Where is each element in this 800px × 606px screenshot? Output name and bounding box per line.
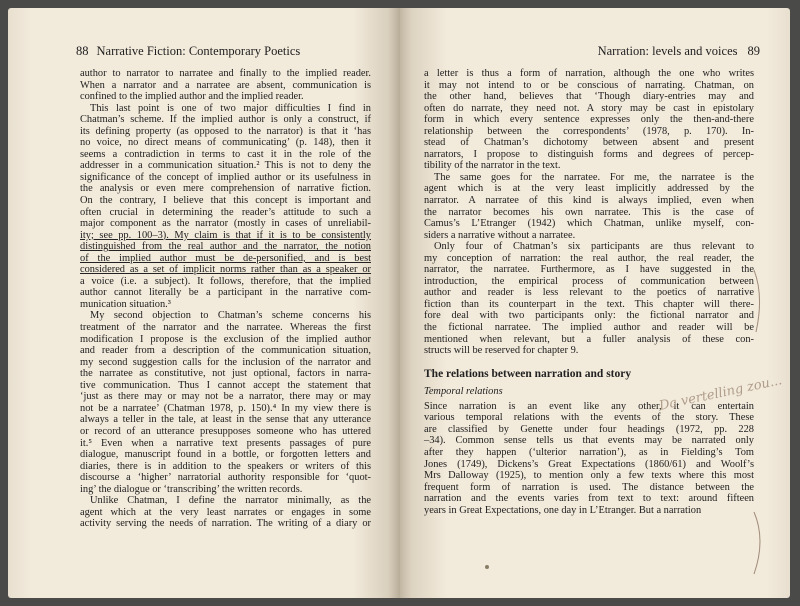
page-foxing-spot	[485, 565, 489, 569]
text-line: the narrator becomes his own narratee. This is the case of	[424, 206, 754, 218]
text-line: author and reader is less relevant to the poetics of narrative	[424, 287, 754, 299]
text-line: Camus’s L’Etranger (1942) which Chatman, unlike myself, con-	[424, 218, 754, 230]
margin-handwritten-note: Da vertelling zou...	[657, 373, 784, 414]
text-line: ity; see pp. 100–3). My claim is that if it is to be consistently	[80, 229, 371, 241]
text-line: it may not intend to or be conscious of narrating. Chatman, on	[424, 79, 754, 91]
text-line: stead of Chatman’s dichotomy between absent and present	[424, 137, 754, 149]
text-line: My second objection to Chatman’s scheme concerns his	[90, 310, 371, 322]
text-line: introduction, the empirical process of communication between	[424, 275, 754, 287]
text-line: seems a contradiction in terms to cast it in the role of the	[80, 148, 371, 160]
right-running-head-title: Narration: levels and voices	[597, 44, 738, 58]
text-line: discourse a ‘higher’ narratorial authority responsible for ‘quot-	[80, 472, 371, 484]
text-line: my second suggestion calls for the inclusion of the narrator and	[80, 356, 371, 368]
text-line: agent which at the very least narrates or engages in some	[80, 506, 371, 518]
text-line: it.⁵ Even when a narrative text presents passages of pure	[80, 437, 371, 449]
text-line: the analysis or even mere comprehension of narrative fiction.	[80, 183, 371, 195]
text-line: the fictional narratee. The implied author and reader will be	[424, 322, 754, 334]
text-line: a voice (i.e. a subject). It follows, therefore, that the implied	[80, 275, 371, 287]
text-line: author cannot literally be a participant in the narrative com-	[80, 287, 371, 299]
text-line: structs will be reserved for chapter 9.	[424, 345, 579, 357]
right-body-after-heading	[424, 401, 754, 516]
text-line: considered as a set of implicit norms rather than as a speaker or	[80, 264, 371, 276]
left-page-body	[80, 68, 371, 530]
text-line: dialogue, manuscript found in a bottle, or forgotten letters and	[80, 449, 371, 461]
text-line: years in Great Expectations, one day in L’Etranger. But a narration	[424, 504, 702, 516]
text-line: no voice, no direct means of communicating’ (p. 148), then it	[80, 137, 371, 149]
left-page-number: 88	[76, 44, 89, 58]
text-line: Jones (1749), Dickens’s Great Expectations (1860/61) and Woolf’s	[424, 458, 754, 470]
text-line: addresser in a communication situation.² This is not to deny the	[80, 160, 371, 172]
text-line: siders a narrative without a narratee.	[424, 229, 576, 241]
section-heading: The relations between narration and story	[424, 367, 632, 380]
text-line: its defining property (as opposed to the narrator) is that it ‘has	[80, 125, 371, 137]
right-page-body	[424, 68, 754, 516]
text-line: are classified by Genette under four headings (1972, pp. 228	[424, 423, 754, 435]
text-line: or record of an utterance presupposes someone who has uttered	[80, 425, 371, 437]
text-line: –34). Common sense tells us that events may be narrated only	[424, 435, 754, 447]
right-running-head	[598, 44, 760, 59]
text-line: fiction than its counterpart in the text. This chapter will there-	[424, 298, 754, 310]
text-line: Since narration is an event like any other, it can entertain	[424, 400, 754, 412]
text-line: always a teller in the tale, at least in the sense that any utterance	[80, 414, 371, 426]
text-line: modification I propose is the exclusion of the implied author	[80, 333, 371, 345]
text-line: narrator. A narratee of this kind is always implied, even when	[424, 195, 754, 207]
left-running-head-title: Narrative Fiction: Contemporary Poetics	[96, 44, 301, 58]
text-line: Only four of Chatman’s six participants are thus relevant to	[434, 241, 754, 253]
margin-bracket-mark-2	[750, 510, 770, 580]
text-line: not be a narratee’ (Chatman 1978, p. 150).⁴ In my view there is	[80, 402, 371, 414]
margin-bracket-mark	[750, 266, 770, 336]
text-line: ing’ the dialogue or ‘transcribing’ the written records.	[80, 483, 303, 495]
text-line: the narratee as constitutive, not just optional, factors in narra-	[80, 368, 371, 380]
text-line: major component as the narrator (mostly in cases of unreliabil-	[80, 218, 371, 230]
text-line: When a narrator and a narratee are absent, communication is	[80, 79, 371, 91]
text-line: distinguished from the real author and the narrator, the notion	[80, 241, 371, 253]
text-line: and reader from a description of the communication situation,	[80, 345, 371, 357]
text-line: of the implied author must be de-personified, and is best	[80, 252, 371, 264]
text-line: often do narrate, they need not. A story may be cast in epistolary	[424, 102, 754, 114]
text-line: mentioned when relevant, but a fuller analysis of these con-	[424, 333, 754, 345]
text-line: the other hand, believes that ‘Though diary-entries may and	[424, 91, 754, 103]
text-line: fore deal with two participants only: the fictional narrator and	[424, 310, 754, 322]
text-line: narrator, the narratee. Furthermore, as I have suggested in the	[424, 264, 754, 276]
text-line: This last point is one of two major difficulties I find in	[90, 102, 371, 114]
text-line: confined to the implied author and the implied reader.	[80, 91, 304, 103]
text-line: narration and the events varies from text to text: around fifteen	[424, 493, 754, 505]
text-line: tibility of the narrator in the text.	[424, 160, 561, 172]
text-line: treatment of the narrator and the narratee. Whereas the first	[80, 322, 371, 334]
text-line: form in which every sentence expresses only the then-and-there	[424, 114, 754, 126]
text-line: a letter is thus a form of narration, although the one who writes	[424, 68, 754, 79]
text-line: On the contrary, I believe that this concept is important and	[80, 195, 371, 207]
text-line: often crucial in determining the reader’s attitude to such a	[80, 206, 371, 218]
text-line: after they happen (‘ulterior narration’), as in Fielding’s Tom	[424, 446, 754, 458]
text-line: various temporal relations with the events of the story. These	[424, 412, 754, 424]
text-line: munication situation.³	[80, 298, 171, 310]
text-line: The same goes for the narratee. For me, the narratee is the	[434, 171, 754, 183]
text-line: Mrs Dalloway (1925), to mention only a few texts where this most	[424, 470, 754, 482]
text-line: frequent form of narration is used. The distance between the	[424, 481, 754, 493]
right-body-before-heading	[424, 68, 754, 357]
text-line: Chatman’s scheme. If the implied author is only a construct, if	[80, 114, 371, 126]
text-line: diaries, there is in addition to the speakers or writers of this	[80, 460, 371, 472]
text-line: author to narrator to narratee and finally to the implied reader.	[80, 68, 371, 79]
text-line: relationship between the correspondents’ (1978, p. 170). In-	[424, 125, 754, 137]
left-running-head	[76, 44, 300, 59]
text-line: significance of the concept of implied author or its usefulness in	[80, 171, 371, 183]
subheading: Temporal relations	[424, 386, 503, 398]
text-line: narrators, I propose to distinguish forms and degrees of percep-	[424, 148, 754, 160]
left-page	[8, 8, 400, 598]
text-line: my conception of narration: the real author, the real reader, the	[424, 252, 754, 264]
text-line: Unlike Chatman, I define the narrator minimally, as the	[90, 495, 371, 507]
right-page-number: 89	[747, 44, 760, 58]
right-page	[400, 8, 790, 598]
text-line: tive communication. Thus I cannot accept the statement that	[80, 379, 371, 391]
text-line: activity serving the needs of narration. The writing of a diary or	[80, 518, 371, 530]
text-line: agent which is at the very least implicitly addressed by the	[424, 183, 754, 195]
text-line: ‘just as there may or may not be a narrator, there may or may	[80, 391, 371, 403]
